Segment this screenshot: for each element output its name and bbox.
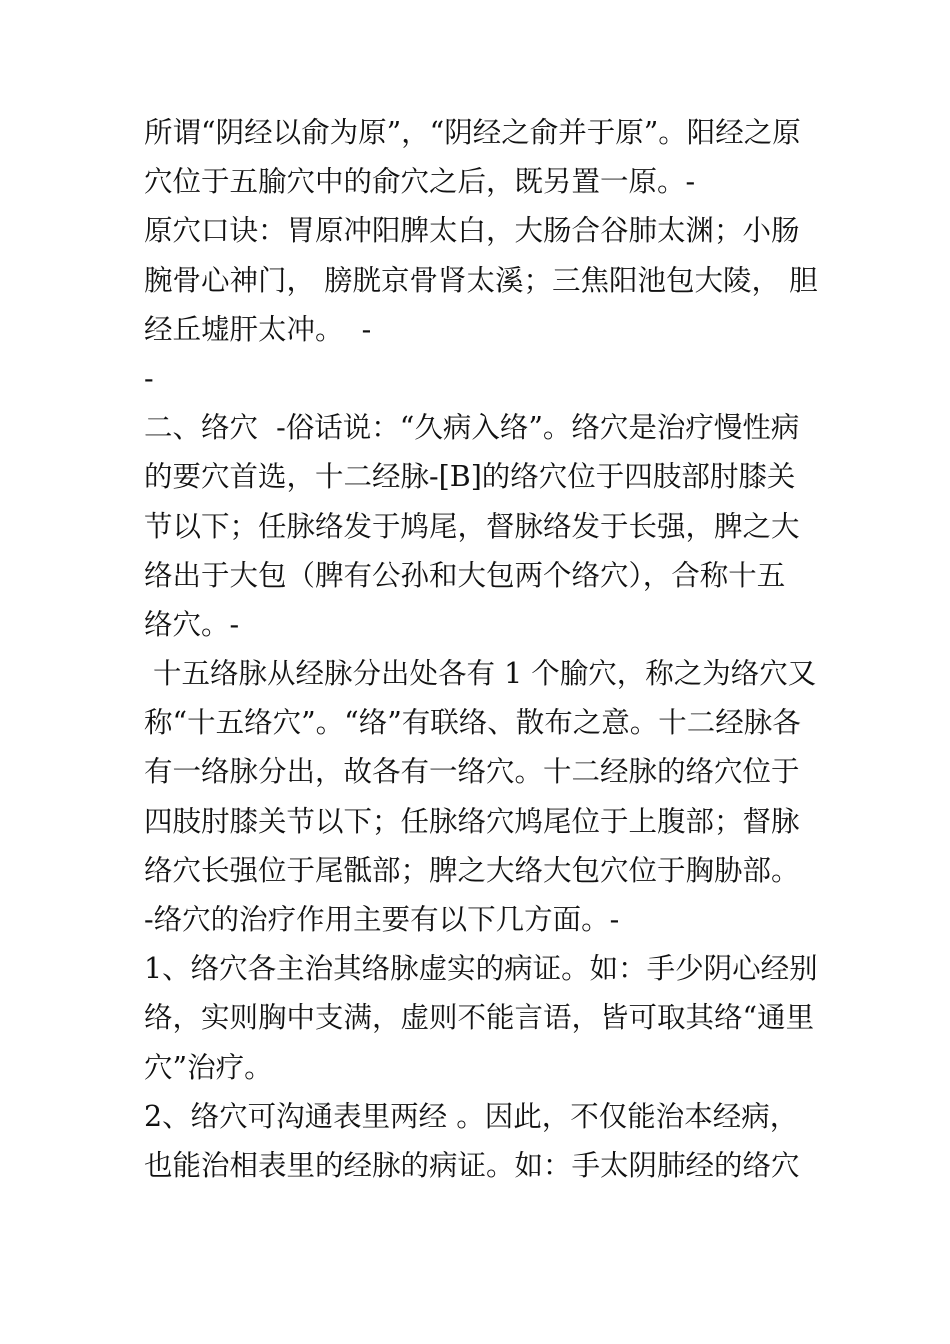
text-line-9: 节以下；任脉络发于鸠尾，督脉络发于长强，脾之大 (144, 509, 800, 543)
text-line-4: 腕骨心神门， 膀胱京骨肾太溪；三焦阳池包大陵， 胆 (144, 263, 818, 297)
text-line-17: -络穴的治疗作用主要有以下几方面。- (144, 903, 620, 936)
text-line-12: 十五络脉从经脉分出处各有 1 个腧穴，称之为络穴又 (144, 657, 817, 691)
text-line-10: 络出于大包（脾有公孙和大包两个络穴），合称十五 (144, 558, 786, 592)
text-line-11: 络穴。- (144, 607, 240, 641)
text-line-19: 络，实则胸中支满，虚则不能言语，皆可取其络“通里 (144, 1001, 815, 1035)
text-line-22: 也能治相表里的经脉的病证。如：手太阴肺经的络穴 (144, 1148, 800, 1182)
text-line-13: 称“十五络穴”。“络”有联络、散布之意。十二经脉各 (144, 706, 801, 740)
text-line-6: - (144, 361, 154, 395)
text-line-21: 2、络穴可沟通表里两经 。因此，不仅能治本经病， (144, 1099, 799, 1133)
text-line-5: 经丘墟肝太冲。 - (144, 312, 372, 346)
text-line-3: 原穴口诀：胃原冲阳脾太白，大肠合谷肺太渊；小肠 (144, 214, 800, 248)
text-line-16: 络穴长强位于尾骶部；脾之大络大包穴位于胸胁部。 (144, 853, 800, 887)
text-line-18: 1、络穴各主治其络脉虚实的病证。如：手少阴心经别 (144, 952, 818, 986)
body-text (144, 108, 844, 1190)
text-line-7: 二、络穴 -俗话说：“久病入络”。络穴是治疗慢性病 (144, 411, 800, 445)
text-line-15: 四肢肘膝关节以下；任脉络穴鸠尾位于上腹部；督脉 (144, 804, 800, 838)
text-line-20: 穴”治疗。 (144, 1050, 273, 1084)
text-line-8: 的要穴首选，十二经脉-[B]的络穴位于四肢部肘膝关 (144, 460, 796, 494)
text-line-14: 有一络脉分出，故各有一络穴。十二经脉的络穴位于 (144, 755, 800, 789)
text-line-1: 所谓“阴经以俞为原”，“阴经之俞并于原”。阳经之原 (144, 116, 801, 149)
text-line-2: 穴位于五腧穴中的俞穴之后，既另置一原。- (144, 165, 696, 199)
